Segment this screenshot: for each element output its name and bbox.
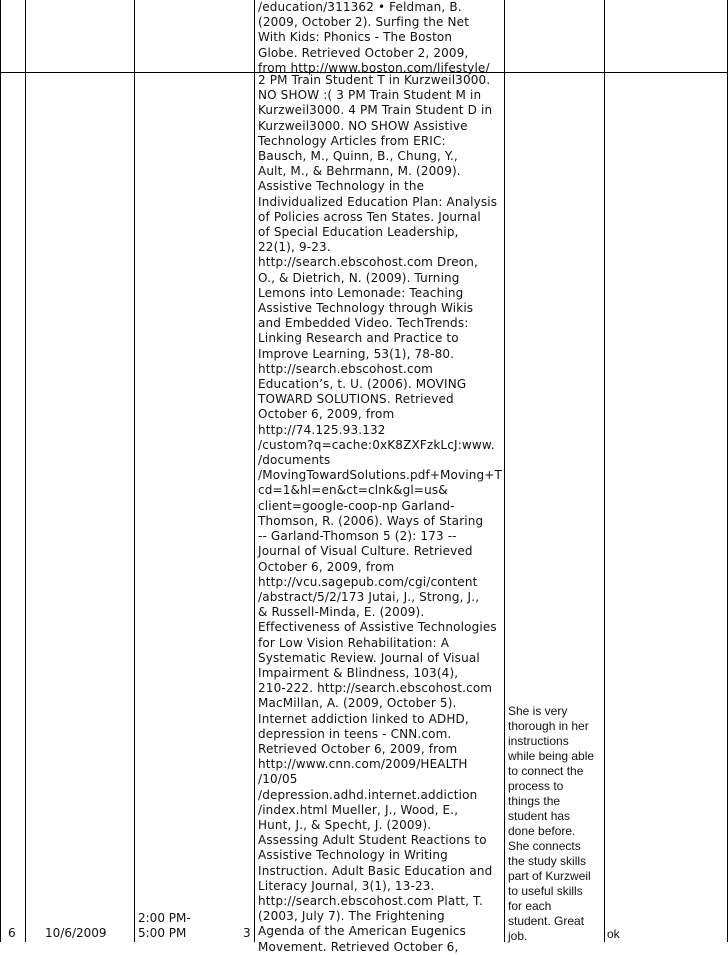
comment-line: She is very (508, 704, 568, 718)
description-line: Technology Articles from ERIC: (258, 133, 446, 148)
description-line: Retrieved October 6, 2009, from (258, 741, 458, 756)
description-line: Thomson, R. (2006). Ways of Staring (258, 513, 484, 528)
description-line: Linking Research and Practice to (258, 331, 459, 346)
description-line: depression in teens - CNN.com. (258, 726, 452, 741)
description-line: Journal of Visual Culture. Retrieved (258, 544, 473, 559)
comment-line: part of Kurzweil (508, 869, 591, 883)
description-line: Assistive Technology through Wikis (258, 301, 474, 316)
description-line: Lemons into Lemonade: Teaching (258, 285, 464, 300)
description-line: http://search.ebscohost.com (258, 361, 434, 376)
description-line: Agenda of the American Eugenics (258, 924, 467, 939)
description-line: Globe. Retrieved October 2, 2009, (258, 45, 469, 60)
description-line: /documents (258, 453, 331, 468)
row-end-time: 5:00 PM (138, 926, 187, 940)
row-start-time: 2:00 PM- (138, 911, 191, 925)
row-6-comment (508, 704, 604, 942)
column-border (254, 0, 255, 942)
row-number: 6 (8, 926, 16, 940)
description-line: 2 PM Train Student T in Kurzweil3000. (258, 73, 491, 87)
description-line: http://search.ebscohost.com Dreon, (258, 255, 478, 270)
description-line: Improve Learning, 53(1), 78-80. (258, 346, 455, 361)
description-line: /custom?q=cache:0xK8ZXFzkLcJ:www. (258, 437, 495, 452)
comment-line: while being able (508, 749, 595, 763)
description-line: Effectiveness of Assistive Technologies (258, 620, 497, 635)
comment-line: student has (508, 809, 571, 823)
description-line: for Low Vision Rehabilitation: A (258, 635, 450, 650)
comment-line: done before. (508, 824, 576, 838)
comment-line: to useful skills (508, 884, 583, 898)
row-hours: 3 (243, 926, 251, 940)
description-line: With Kids: Phonics - The Boston (258, 30, 453, 45)
comment-line: job. (508, 929, 528, 943)
description-line: Ault, M., & Behrmann, M. (2009). (258, 164, 461, 179)
description-line: of Special Education Leadership, (258, 225, 459, 240)
column-border (604, 0, 605, 942)
description-line: /10/05 (258, 772, 298, 787)
comment-line: process to (508, 779, 564, 793)
description-line: Assistive Technology in the (258, 179, 425, 194)
comment-line: instructions (508, 734, 569, 748)
description-line: O., & Dietrich, N. (2009). Turning (258, 270, 460, 285)
description-line: /depression.adhd.internet.addiction (258, 787, 478, 802)
comment-line: student. Great (508, 914, 585, 928)
description-line: /MovingTowardSolutions.pdf+Moving+T (258, 468, 502, 483)
description-line: http://74.125.93.132 (258, 422, 386, 437)
description-line: Assistive Technology in Writing (258, 848, 448, 863)
description-line: TOWARD SOLUTIONS. Retrieved (258, 392, 454, 407)
description-line: MacMillan, A. (2009, October 5). (258, 696, 457, 711)
description-line: Kurzweil3000. 4 PM Train Student D in (258, 103, 493, 118)
description-line: /index.html Mueller, J., Wood, E., (258, 802, 459, 817)
description-line: and Embedded Video. TechTrends: (258, 316, 469, 331)
description-line: Hunt, J., & Specht, J. (2009). (258, 817, 432, 832)
description-line: http://vcu.sagepub.com/cgi/content (258, 574, 478, 589)
comment-line: for each (508, 899, 552, 913)
column-border (134, 0, 135, 942)
description-line: Individualized Education Plan: Analysis (258, 194, 498, 209)
description-line: from http://www.boston.com/lifestyle/ (258, 60, 490, 75)
column-border (25, 0, 26, 942)
description-line: /education/311362 • Feldman, B. (258, 0, 462, 14)
description-line: October 6, 2009, from (258, 559, 395, 574)
description-line: NO SHOW :( 3 PM Train Student M in (258, 88, 482, 103)
description-line: /abstract/5/2/173 Jutai, J., Strong, J., (258, 589, 480, 604)
description-line: -- Garland-Thomson 5 (2): 173 -- (258, 529, 457, 544)
row-status: ok (607, 927, 620, 941)
row-6-description (258, 73, 504, 954)
description-line: Impairment & Blindness, 103(4), (258, 665, 459, 680)
column-border (504, 0, 505, 942)
description-line: client=google-coop-np Garland- (258, 498, 455, 513)
description-line: Assessing Adult Student Reactions to (258, 833, 487, 848)
description-line: Systematic Review. Journal of Visual (258, 650, 480, 665)
description-line: cd=1&hl=en&ct=clnk&gl=us& (258, 483, 448, 498)
comment-line: thorough in her (508, 719, 589, 733)
description-line: Kurzweil3000. NO SHOW Assistive (258, 118, 468, 133)
description-line: (2009, October 2). Surfing the Net (258, 15, 470, 30)
description-line: Literacy Journal, 3(1), 13-23. (258, 878, 435, 893)
comment-line: She connects (508, 839, 581, 853)
description-line: & Russell-Minda, E. (2009). (258, 605, 425, 620)
description-line: Education’s, t. U. (2006). MOVING (258, 377, 467, 392)
description-line: http://www.cnn.com/2009/HEALTH (258, 757, 468, 772)
comment-line: things the (508, 794, 561, 808)
description-line: (2003, July 7). The Frightening (258, 909, 445, 924)
description-line: http://search.ebscohost.com Platt, T. (258, 893, 484, 908)
comment-line: to connect the (508, 764, 584, 778)
description-line: Instruction. Adult Basic Education and (258, 863, 493, 878)
description-line: October 6, 2009, from (258, 407, 395, 422)
comment-line: the study skills (508, 854, 587, 868)
description-line: of Policies across Ten States. Journal (258, 209, 481, 224)
column-border (0, 0, 1, 942)
top-row-description (258, 0, 504, 75)
description-line: Movement. Retrieved October 6, (258, 939, 459, 954)
description-line: Internet addiction linked to ADHD, (258, 711, 469, 726)
description-line: Bausch, M., Quinn, B., Chung, Y., (258, 149, 458, 164)
row-date: 10/6/2009 (45, 926, 107, 940)
description-line: 22(1), 9-23. (258, 240, 331, 255)
description-line: 210-222. http://search.ebscohost.com (258, 681, 493, 696)
